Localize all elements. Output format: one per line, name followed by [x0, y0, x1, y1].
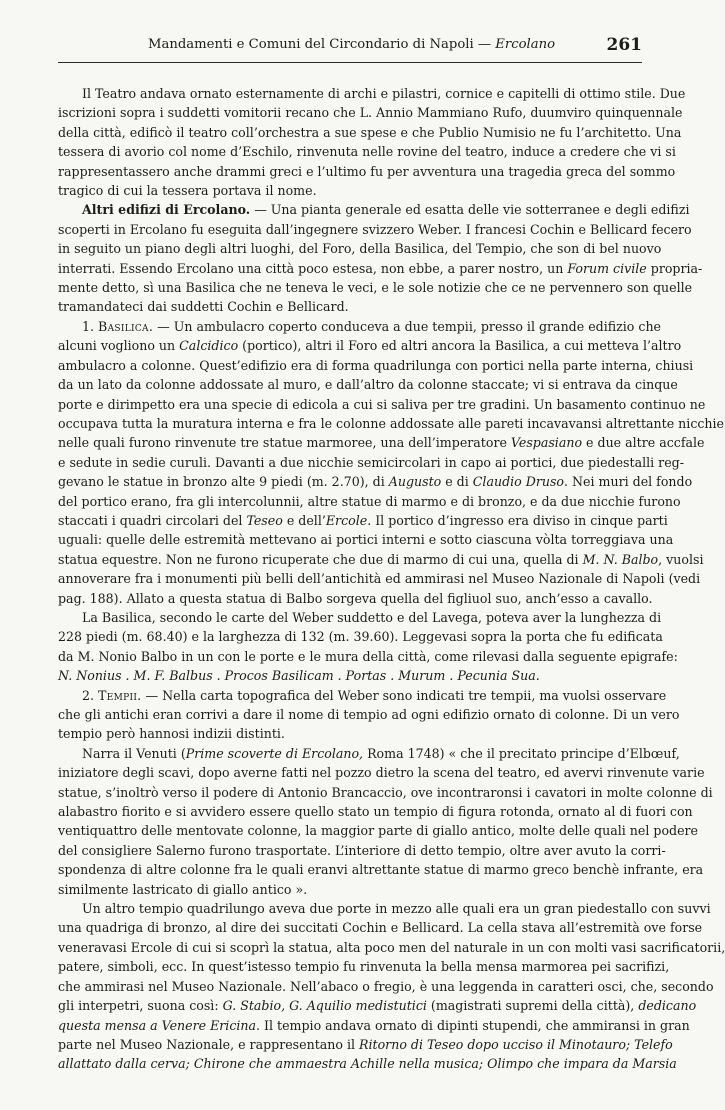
text-line	[58, 802, 693, 821]
text-run: patere, simboli, ecc. In quest’istesso tempio fu rinvenuta la bella mensa marmorea pei sacrifizi,	[58, 959, 670, 975]
text-run: statue, s’inoltrò verso il podere di Antonio Brancaccio, ove incontraronsi i cavatori in molte colonne di	[58, 784, 713, 800]
text-line	[58, 821, 699, 840]
text-line	[58, 841, 666, 860]
text-line	[58, 996, 697, 1015]
text-line	[58, 375, 678, 394]
text-run: mente detto, sì una Basilica che ne teneva le veci, e le sole notizie che ce ne pervennero son quelle	[58, 280, 693, 296]
text-run: 2.	[82, 687, 99, 703]
text-run: del portico erano, fra gli intercolunnii, altre statue di marmo e di bronzo, e da due nicchie furono	[58, 493, 681, 509]
text-run: statua equestre. Non ne furono ricuperate che due di marmo di cui una, quella di	[58, 551, 583, 567]
text-line	[58, 84, 686, 103]
styled-text: dedicano	[638, 998, 697, 1014]
text-run: e sedute in sedie curuli. Davanti a due nicchie semicircolari in capo ai portici, due piedestalli reg-	[58, 454, 684, 470]
running-title-place: Ercolano	[495, 37, 556, 52]
text-run: alabastro fiorito e si avvidero essere quello stato un tempio di figura rotonda, ornato al di fuori con	[58, 804, 693, 820]
styled-text: Claudio Druso	[472, 474, 565, 490]
page-number: 261	[606, 35, 642, 55]
header-rule	[58, 62, 642, 63]
text-line	[58, 763, 705, 782]
text-line	[58, 278, 693, 297]
text-run: gli interpetri, suona così:	[58, 998, 223, 1014]
text-line	[58, 608, 662, 627]
text-line	[58, 589, 653, 608]
styled-text: questa mensa a Venere Ericina	[58, 1017, 257, 1033]
text-run: — Un ambulacro coperto conduceva a due tempii, presso il grande edifizio che	[153, 318, 662, 334]
text-line	[58, 783, 713, 802]
text-line	[58, 103, 683, 122]
text-run: (magistrati supremi della città),	[426, 998, 639, 1014]
styled-text: Ritorno di Teseo dopo ucciso il Minotauro; Telefo	[359, 1036, 673, 1052]
text-run: Un altro tempio quadrilungo aveva due porte in mezzo alle quali era un gran piedestallo con suvvi	[82, 901, 711, 917]
text-run: da M. Nonio Balbo in un con le porte e le mura della città, come rilevasi dalla seguente epigrafe:	[58, 648, 678, 664]
text-line	[58, 957, 670, 976]
styled-text: allattato dalla cerva; Chirone che ammaestra Achille nella musica; Olimpo che impara da Marsia	[58, 1056, 677, 1072]
text-line	[58, 666, 640, 685]
text-line	[58, 899, 711, 918]
body-text	[58, 84, 725, 1074]
text-run: . Il tempio andava ornato di dipinti stupendi, che ammiransi in gran	[256, 1017, 690, 1033]
text-run: staccati i quadri circolari del	[58, 512, 247, 528]
text-run: tessera di avorio col nome d’Eschilo, rinvenuta nelle rovine del teatro, induce a credere che vi si	[58, 144, 676, 160]
styled-text: Prime scoverte di Ercolano,	[185, 745, 364, 761]
running-title	[148, 32, 555, 58]
text-line	[58, 433, 705, 452]
text-run: propria-	[646, 260, 703, 276]
text-run: La Basilica, secondo le carte del Weber suddetto e del Lavega, poteva aver la lunghezza di	[82, 609, 662, 625]
text-line	[58, 686, 667, 705]
text-line	[58, 550, 704, 569]
text-run: e di	[441, 474, 473, 490]
styled-text: Altri edifizi di Ercolano.	[82, 202, 251, 218]
text-run: e dell’	[282, 512, 326, 528]
styled-text: Augusto	[388, 474, 442, 490]
text-run: da un lato da colonne addossate al muro, e dall’altro da colonne staccate; vi si entrava da cinque	[58, 377, 678, 393]
text-line	[58, 123, 682, 142]
text-run: del consigliere Salerno furono trasportate. L’interiore di detto tempio, oltre aver avuto la corri-	[58, 842, 666, 858]
text-line	[58, 1054, 677, 1073]
text-line	[58, 162, 676, 181]
text-run: similmente lastricato di giallo antico ».	[58, 881, 308, 897]
text-line	[58, 647, 678, 666]
text-run: 1.	[82, 318, 99, 334]
text-run: e due altre accfale	[582, 435, 705, 451]
text-run: che ammirasi nel Museo Nazionale. Nell’abaco o fregio, è una leggenda in caratteri osci, che, secondo	[58, 978, 714, 994]
text-run: Il Teatro andava ornato esternamente di archi e pilastri, cornice e capitelli di ottimo stile. Due	[82, 86, 686, 101]
text-line	[58, 918, 703, 937]
text-line	[58, 569, 701, 588]
styled-text: Forum civile	[567, 260, 647, 276]
text-line	[58, 1035, 673, 1054]
text-run: tramandateci dai suddetti Cochin e Bellicard.	[58, 299, 349, 315]
text-run: — Nella carta topografica del Weber sono indicati tre tempii, ma vuolsi osservare	[141, 687, 667, 703]
text-run: veneravasi Ercole di cui si scoprì la statua, alta poco men del naturale in un con molti vasi sacrificatorii,	[58, 939, 725, 955]
styled-text: M. N. Balbo	[582, 551, 659, 567]
text-run: spondenza di altre colonne fra le quali eranvi altrettante statue di marmo greco benchè infrante, era	[58, 862, 704, 878]
text-line	[58, 181, 640, 200]
text-line	[58, 511, 668, 530]
text-run: tragico di cui la tessera portava il nome.	[58, 183, 317, 199]
text-run: della città, edificò il teatro coll’orchestra a sue spese e che Publio Numisio ne fu l’architetto. Una	[58, 124, 682, 140]
text-run: scoperti in Ercolano fu eseguita dall’ingegnere svizzero Weber. I francesi Cochin e Bellicard fecero	[58, 221, 692, 237]
text-line	[58, 860, 704, 879]
text-line	[58, 356, 694, 375]
text-run: annoverare fra i monumenti più belli dell’antichità ed ammirasi nel Museo Nazionale di Napoli (vedi	[58, 571, 701, 587]
styled-text: Calcidico	[179, 338, 239, 354]
text-run: ventiquattro delle mentovate colonne, la maggior parte di giallo antico, molte delle quali nel podere	[58, 823, 699, 839]
text-run: ambulacro a colonne. Quest’edifizio era di forma quadrilunga con portici nella parte interna, chiusi	[58, 357, 694, 373]
text-line	[58, 744, 680, 763]
text-line	[58, 297, 640, 316]
text-run: uguali: quelle delle estremità mettevano ai portici interni e sotto ciascuna vòlta torreggiava una	[58, 532, 674, 548]
text-line	[58, 530, 674, 549]
text-line	[58, 220, 692, 239]
text-run: occupava tutta la muratura interna e fra le colonne addossate alle pareti incavavansi altrettante nicchie	[58, 415, 725, 431]
text-run: in seguito un piano degli altri luoghi, del Foro, della Basilica, del Tempio, che son di bel nuovo	[58, 241, 662, 257]
text-run: rappresentassero anche drammi greci e l’ultimo fu per avventura una tragedia greca del sommo	[58, 163, 676, 179]
text-run: che gli antichi eran corrivi a dare il nome di tempio ad ogni edifizio ornato di colonne. Di un vero	[58, 707, 680, 722]
text-run: una quadriga di bronzo, al dire dei succitati Cochin e Bellicard. La cella stava all’estremità ove forse	[58, 920, 703, 936]
styled-text: Teseo	[246, 512, 283, 528]
text-line	[58, 336, 682, 355]
text-run: gevano le statue in bronzo alte 9 piedi (m. 2.70), di	[58, 474, 389, 490]
text-line	[58, 938, 725, 957]
styled-text: N. Nonius . M. F. Balbus . Procos Basilicam . Portas . Murum . Pecunia Sua.	[58, 668, 540, 684]
page-header	[58, 32, 642, 58]
text-run: iniziatore degli scavi, dopo averne fatti nel pozzo dietro la scena del teatro, ed avervi rinvenute varie	[58, 765, 705, 781]
text-line	[58, 472, 693, 491]
text-line	[58, 317, 662, 336]
text-line	[58, 453, 684, 472]
text-line	[58, 259, 703, 278]
text-run: nelle quali furono rinvenute tre statue marmoree, una dell’imperatore	[58, 435, 511, 451]
styled-text: Vespasiano	[510, 435, 583, 451]
text-line	[58, 142, 676, 161]
text-run: Narra il Venuti (	[82, 745, 186, 761]
text-line	[58, 492, 681, 511]
text-run: Roma 1748) « che il precitato principe d’Elbœuf,	[363, 745, 680, 761]
styled-text: Tempii.	[98, 687, 142, 703]
text-run: porte e dirimpetto era una specie di edicola a cui si saliva per tre gradini. Un basamento continuo ne	[58, 396, 706, 412]
text-line	[58, 627, 663, 646]
running-title-text: Mandamenti e Comuni del Circondario di Napoli —	[148, 37, 496, 52]
text-run: alcuni vogliono un	[58, 338, 180, 354]
text-line	[58, 977, 714, 996]
text-line	[58, 395, 706, 414]
text-run: tempio però hannosi indizii distinti.	[58, 726, 285, 742]
text-run: . Nei muri del fondo	[564, 474, 693, 490]
text-run: parte nel Museo Nazionale, e rappresentano il	[58, 1036, 360, 1052]
text-run: interrati. Essendo Ercolano una città poco estesa, non ebbe, a parer nostro, un	[58, 260, 568, 276]
styled-text: G. Stabio, G. Aquilio medistutici	[222, 998, 427, 1014]
text-run: pag. 188). Allato a questa statua di Balbo sorgeva quella del figliuol suo, anch’esso a cavallo.	[58, 590, 653, 606]
text-run: 228 piedi (m. 68.40) e la larghezza di 132 (m. 39.60). Leggevasi sopra la porta che fu edificata	[58, 629, 663, 645]
styled-text: Basilica.	[98, 318, 154, 334]
text-line	[58, 1016, 690, 1035]
text-line	[58, 705, 680, 724]
text-line	[58, 414, 725, 433]
text-run: iscrizioni sopra i suddetti vomitorii recano che L. Annio Mammiano Rufo, duumviro quinquennale	[58, 105, 683, 121]
text-run: — Una pianta generale ed esatta delle vie sotterranee e degli edifizi	[250, 202, 690, 218]
text-line	[58, 880, 640, 899]
text-run: (portico), altri il Foro ed altri ancora la Basilica, a cui metteva l’altro	[238, 338, 682, 354]
text-run: , vuolsi	[658, 551, 704, 567]
text-line	[58, 200, 690, 219]
text-line	[58, 724, 640, 743]
text-line	[58, 239, 662, 258]
text-run: . Il portico d’ingresso era diviso in cinque parti	[367, 512, 668, 528]
styled-text: Ercole	[325, 512, 368, 528]
